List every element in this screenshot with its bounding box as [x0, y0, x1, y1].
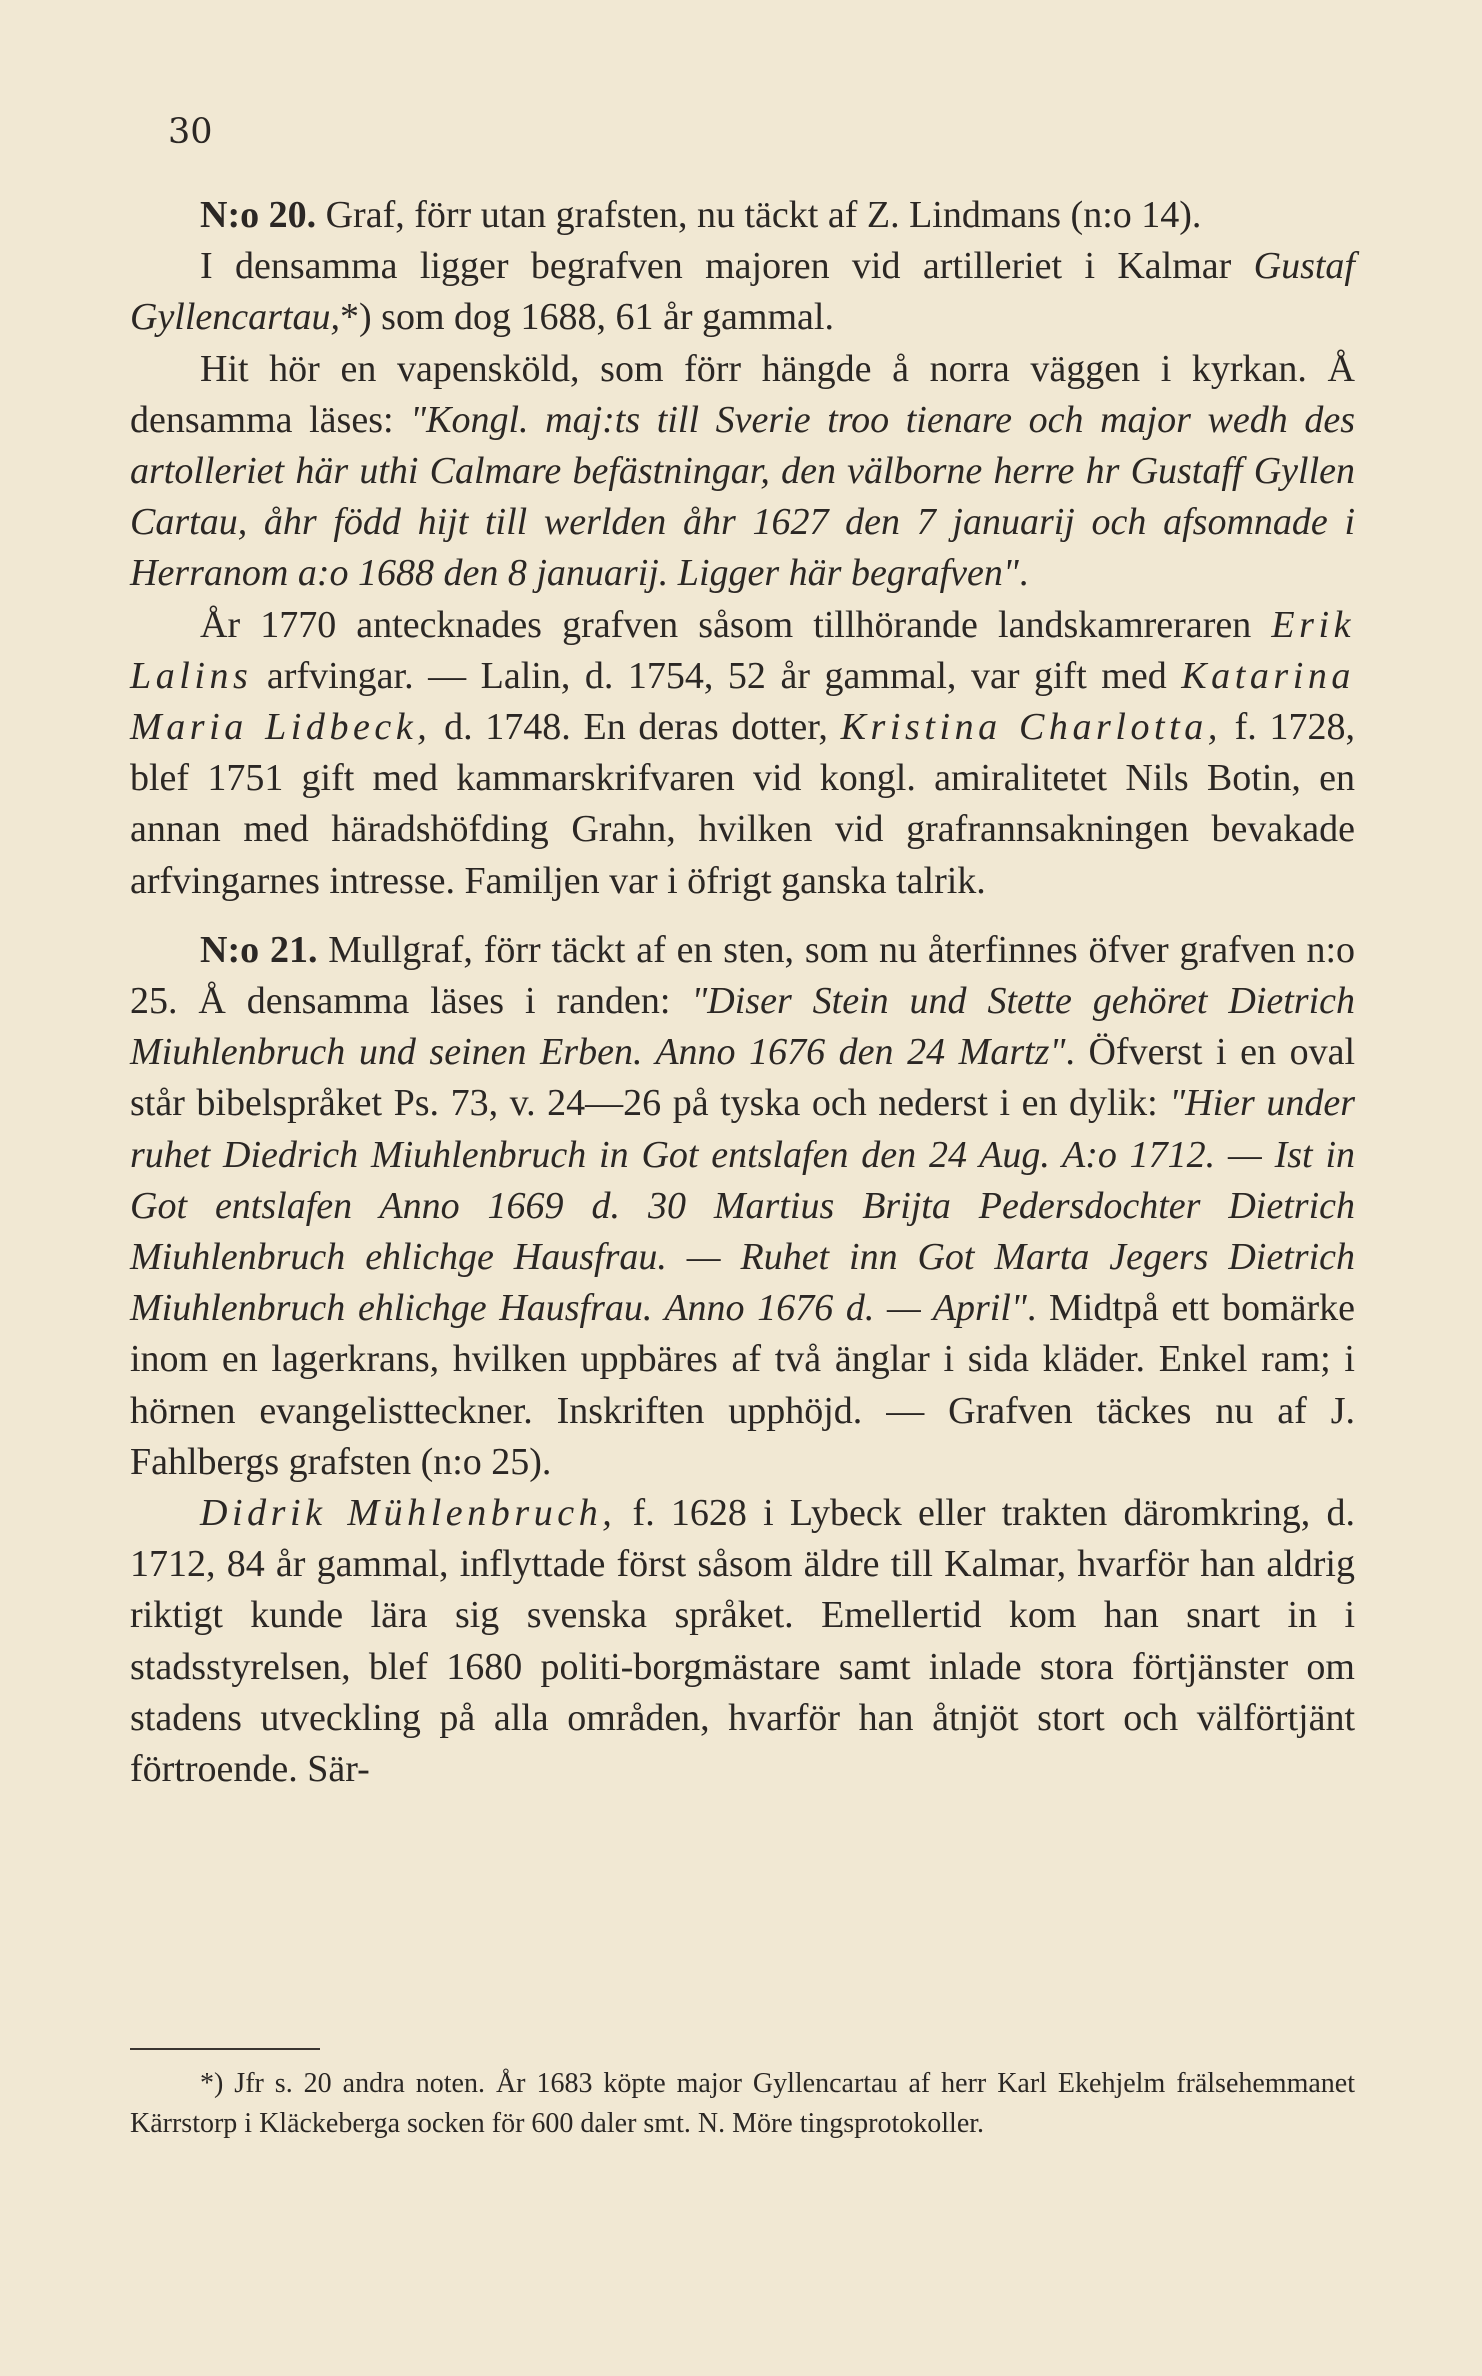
- footnote-divider: [130, 2048, 320, 2050]
- text-run: . Öfverst i en oval står bibelspråket Ps. 73, v. 24—26 på tyska och nederst i en dylik:: [130, 1031, 1356, 1125]
- inscription-quote: "Diser Stein und Stette gehöret Dietrich Miuhlenbruch und seinen Erben. Anno 1676 den 24 Martz": [130, 980, 1356, 1074]
- footnote-ref: *): [340, 296, 372, 339]
- inscription-quote: "Hier under ruhet Diedrich Miuhlenbruch in Got entslafen den 24 Aug. A:o 1712. — Ist in Got entslafen Anno 1669 d. 30 Martius Brijta Pedersdochter Dietrich Miuhlenbruch ehlichge Hausfrau. — Ruhet inn Got Marta Jegers Dietrich Miuhlenbruch ehlichge Hausfrau. Anno 1676 d. — April": [130, 1082, 1355, 1330]
- person-name: Katarina Maria Lidbeck,: [130, 654, 1355, 749]
- paragraph-lalin: [130, 600, 1355, 907]
- paragraph-inscription: [130, 344, 1355, 600]
- text-run: f. 1728, blef 1751 gift med kammarskrifvaren vid kongl. amiralitetet Nils Botin, en annan med häradshöfding Grahn, hvilken vid grafrannsakningen bevakade arfvingarnes intresse. Familjen var i öfrigt ganska talrik.: [130, 706, 1356, 902]
- paragraph-muhlenbruch: [130, 1488, 1355, 1795]
- footnote: [130, 2064, 1355, 2144]
- text-run: Hit hör en vapensköld, som förr hängde å norra väggen i kyrkan. Å densamma läses:: [130, 347, 1355, 441]
- paragraph-gyllencartau: [130, 241, 1355, 343]
- text-run: År 1770 antecknades grafven såsom tillhörande landskamreraren: [200, 603, 1272, 646]
- person-name: Kristina Charlotta,: [840, 706, 1222, 749]
- person-name: Gustaf Gyllencartau,: [130, 245, 1355, 339]
- person-name: Erik Lalins: [130, 603, 1355, 697]
- entry-number: N:o 20.: [200, 194, 317, 236]
- text-run: . Midtpå ett bomärke inom en lagerkrans, hvilken uppbäres af två änglar i sida kläder. Enkel ram; i hörnen evangelistteckner. Inskriften upphöjd. — Grafven täckes nu af J. Fahlbergs grafsten (n:o 25).: [130, 1287, 1355, 1483]
- entry-text: Graf, förr utan grafsten, nu täckt af Z. Lindmans (n:o 14).: [325, 194, 1202, 236]
- page-number: 30: [168, 112, 213, 152]
- text-run: .: [1018, 552, 1029, 595]
- text-run: d. 1748. En deras dotter,: [431, 706, 841, 749]
- text-run: arfvingar. — Lalin, d. 1754, 52 år gammal, var gift med: [252, 654, 1182, 697]
- inscription-quote: "Kongl. maj:ts till Sverie troo tienare och major wedh des artolleriet här uthi Calmare befästningar, den välborne herre hr Gustaff Gyllen Cartau, åhr född hijt till werlden åhr 1627 den 7 januarij och afsomnade i Herranom a:o 1688 den 8 januarij. Ligger här begrafven": [130, 398, 1355, 595]
- footnote-text: Jfr s. 20 andra noten. År 1683 köpte major Gyllencartau af herr Karl Ekehjelm frälsehemmanet Kärrstorp i Kläckeberga socken för 600 daler smt. N. Möre tingsprotokoller.: [130, 2068, 1355, 2139]
- person-name: Didrik Mühlenbruch,: [200, 1492, 617, 1535]
- text-run: Mullgraf, förr täckt af en sten, som nu återfinnes öfver grafven n:o 25. Å densamma läses i randen:: [130, 928, 1355, 1023]
- text-run: som dog 1688, 61 år gammal.: [371, 296, 834, 339]
- footnote-mark: *): [200, 2068, 224, 2099]
- entry-21: [130, 925, 1355, 1488]
- main-text: [130, 190, 1355, 1795]
- entry-number: N:o 21.: [200, 928, 318, 971]
- text-run: f. 1628 i Lybeck eller trakten däromkring, d. 1712, 84 år gammal, inflyttade först såsom äldre till Kalmar, hvarför han aldrig riktigt kunde lära sig svenska språket. Emellertid kom han snart in i stadsstyrelsen, blef 1680 politi-borgmästare samt inlade stora förtjänster om stadens utveckling på alla områden, hvarför han åtnjöt stort och välförtjänt förtroende. Sär-: [130, 1492, 1355, 1791]
- entry-20: [130, 190, 1355, 241]
- text-run: I densamma ligger begrafven majoren vid artilleriet i Kalmar: [200, 245, 1254, 288]
